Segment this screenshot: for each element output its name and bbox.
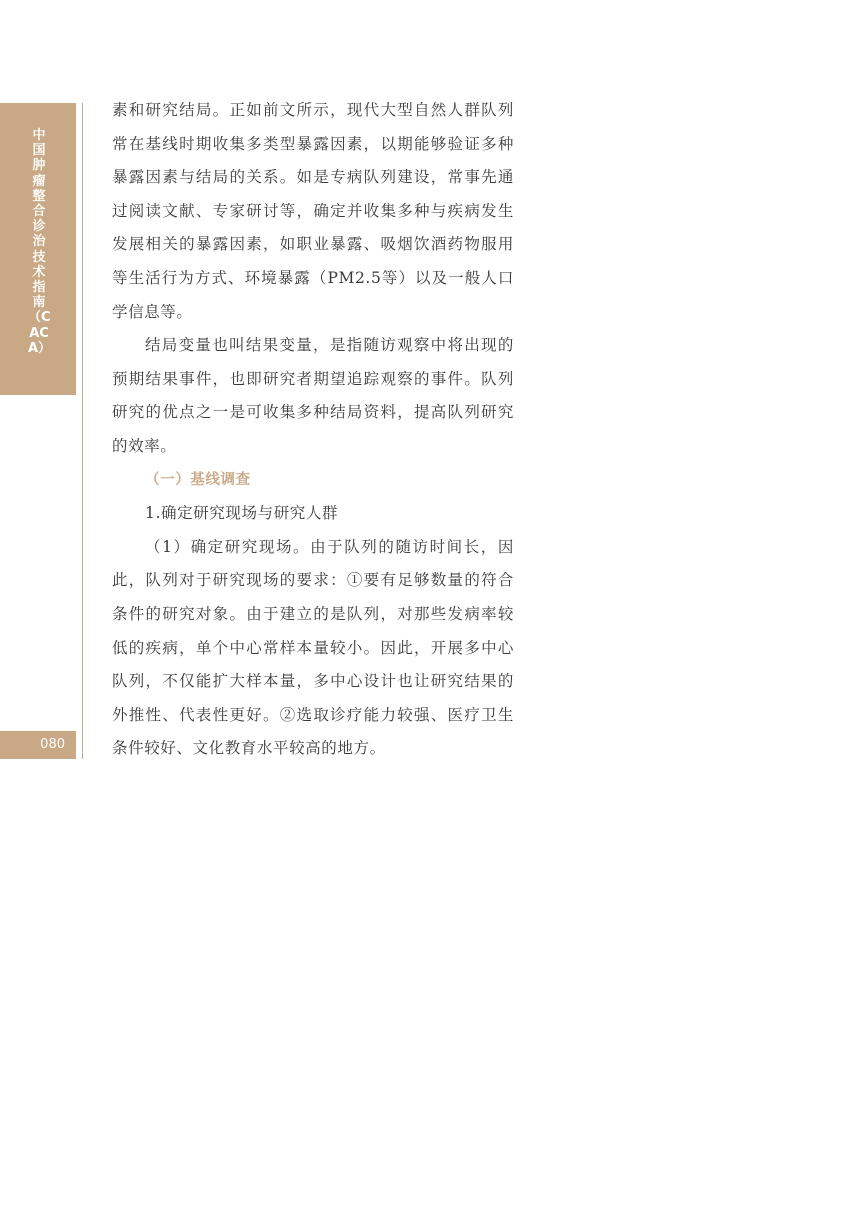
paragraph-outcome-variables: 结局变量也叫结果变量，是指随访观察中将出现的预期结果事件，也即研究者期望追踪观察的事件。队列研究的优点之一是可收集多种结局资料，提高队列研究的效率。 [112,336,514,455]
paragraph-study-site: （1）确定研究现场。由于队列的随访时间长，因此，队列对于研究现场的要求：①要有足够数量的符合条件的研究对象。由于建立的是队列，对那些发病率较低的疾病，单个中心常样本量较小。因此，开展多中心队列，不仅能扩大样本量，多中心设计也让研究结果的外推性、代表性更好。②选取诊疗能力较强、医疗卫生条件较好、文化教育水平较高的地方。 [112,537,514,758]
paragraph-exposure-factors: 素和研究结局。正如前文所示，现代大型自然人群队列常在基线时期收集多类型暴露因素，以期能够验证多种暴露因素与结局的关系。如是专病队列建设，常事先通过阅读文献、专家研讨等，确定并收集多种与疾病发生发展相关的暴露因素，如职业暴露、吸烟饮酒药物服用等生活行为方式、环境暴露（PM2.5等）以及一般人口学信息等。 [112,101,514,321]
sidebar-book-title: 中国肿瘤整合诊治技术指南（CACA） [28,128,52,356]
subsection-heading: 1.确定研究现场与研究人群 [145,504,339,523]
main-text [112,94,514,766]
page-number: 080 [0,731,76,759]
vertical-divider [82,103,83,759]
section-heading: （一）基线调查 [145,471,251,488]
